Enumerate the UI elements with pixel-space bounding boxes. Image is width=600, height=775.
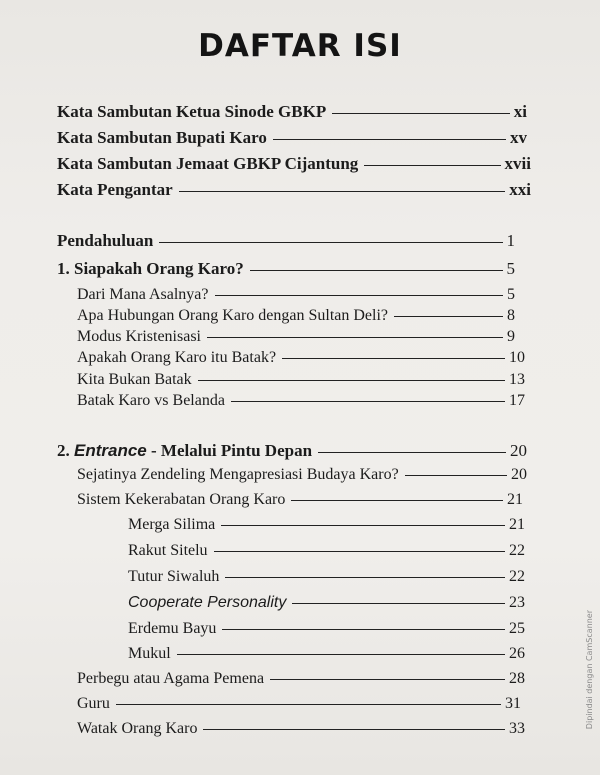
toc-entry-page: xi [513,102,527,121]
toc-entry-page: 21 [509,516,525,533]
dot-leader [198,380,505,381]
toc-entry-page: 20 [510,441,527,460]
toc-entry-page: xxi [509,180,531,199]
dot-leader [231,401,505,402]
toc-section[interactable] [77,719,525,739]
toc-entry-label: Merga Silima [128,516,216,533]
toc-entry-label: Kata Sambutan Bupati Karo [57,128,267,147]
toc-section[interactable] [77,370,525,390]
toc-entry-label: Kata Sambutan Ketua Sinode GBKP [57,102,327,121]
toc-subsection[interactable] [128,644,525,664]
toc-entry-page: 13 [509,371,525,388]
toc-entry-page: 20 [511,466,527,483]
chapter-title-italic: Entrance [74,441,147,460]
dot-leader [177,654,505,655]
page-title: DAFTAR ISI [198,28,402,64]
toc-entry-page: 1 [506,231,515,250]
dot-leader [179,191,506,192]
toc-section[interactable] [77,669,525,689]
toc-entry[interactable] [57,154,531,174]
dot-leader [405,475,507,476]
toc-subsection[interactable] [128,567,525,587]
toc-section[interactable] [77,285,515,305]
toc-entry[interactable] [57,128,527,148]
toc-chapter-2[interactable] [57,441,527,461]
toc-entry-label: Erdemu Bayu [128,620,217,637]
toc-entry-label: Pendahuluan [57,231,154,250]
toc-entry-page: xvii [504,154,531,173]
toc-section[interactable] [77,490,523,510]
toc-entry-page: 31 [505,695,521,712]
toc-entry-label: Kata Pengantar [57,180,173,199]
dot-leader [222,629,505,630]
toc-entry-page: 21 [507,491,523,508]
dot-leader [225,577,505,578]
toc-entry-page: xv [510,128,527,147]
toc-entry-label: Mukul [128,645,171,662]
dot-leader [282,358,505,359]
toc-entry-page: 28 [509,670,525,687]
dot-leader [292,603,505,604]
toc-entry[interactable] [57,102,527,122]
toc-entry-page: 22 [509,542,525,559]
toc-subsection[interactable] [128,515,525,535]
toc-entry-page: 33 [509,720,525,737]
toc-entry-label: Modus Kristenisasi [77,328,201,345]
toc-entry-label: Kita Bukan Batak [77,371,192,388]
dot-leader [250,270,503,271]
dot-leader [291,500,503,501]
toc-entry-label: Apakah Orang Karo itu Batak? [77,349,277,366]
dot-leader [273,139,506,140]
toc-entry-page: 17 [509,392,525,409]
dot-leader [332,113,510,114]
toc-entry-page: 5 [506,259,515,278]
toc-entry-label: Guru [77,695,110,712]
toc-section[interactable] [77,694,521,714]
dot-leader [203,729,505,730]
dot-leader [116,704,501,705]
toc-entry-page: 26 [509,645,525,662]
toc-entry-label: Dari Mana Asalnya? [77,286,209,303]
toc-entry[interactable] [57,180,531,200]
toc-entry-label: Apa Hubungan Orang Karo dengan Sultan Deli? [77,307,389,324]
toc-entry-page: 25 [509,620,525,637]
toc-entry-label [57,441,312,461]
dot-leader [214,551,505,552]
toc-entry-label: Perbegu atau Agama Pemena [77,670,265,687]
dot-leader [215,295,503,296]
toc-entry-page: 22 [509,568,525,585]
dot-leader [394,316,503,317]
toc-entry-label: Sejatinya Zendeling Mengapresiasi Budaya Karo? [77,466,399,483]
toc-entry-label: Cooperate Personality [128,594,287,611]
toc-section[interactable] [77,391,525,411]
toc-entry-label: Watak Orang Karo [77,720,198,737]
toc-entry-label: Sistem Kekerabatan Orang Karo [77,491,286,508]
toc-subsection[interactable] [128,541,525,561]
dot-leader [207,337,503,338]
dot-leader [364,165,500,166]
toc-section[interactable] [77,348,525,368]
dot-leader [159,242,502,243]
toc-entry-label: Rakut Sitelu [128,542,208,559]
toc-subsection[interactable] [128,619,525,639]
chapter-title-rest: - Melalui Pintu Depan [146,441,313,460]
dot-leader [221,525,505,526]
toc-entry-introduction[interactable] [57,231,515,251]
toc-section[interactable] [77,306,515,326]
scanner-watermark: Dipindai dengan CamScanner [585,610,594,730]
chapter-number: 2. [57,441,70,460]
toc-entry-page: 10 [509,349,525,366]
toc-entry-label: Batak Karo vs Belanda [77,392,225,409]
toc-entry-page: 5 [507,286,515,303]
toc-entry-label: Kata Sambutan Jemaat GBKP Cijantung [57,154,359,173]
toc-entry-page: 8 [507,307,515,324]
dot-leader [270,679,505,680]
toc-entry-page: 9 [507,328,515,345]
toc-entry-label: Tutur Siwaluh [128,568,220,585]
toc-entry-label: 1. Siapakah Orang Karo? [57,259,244,278]
toc-subsection[interactable] [128,593,525,613]
toc-section[interactable] [77,465,527,485]
toc-section[interactable] [77,327,515,347]
toc-chapter-1[interactable] [57,259,515,279]
toc-entry-page: 23 [509,594,525,611]
dot-leader [318,452,506,453]
